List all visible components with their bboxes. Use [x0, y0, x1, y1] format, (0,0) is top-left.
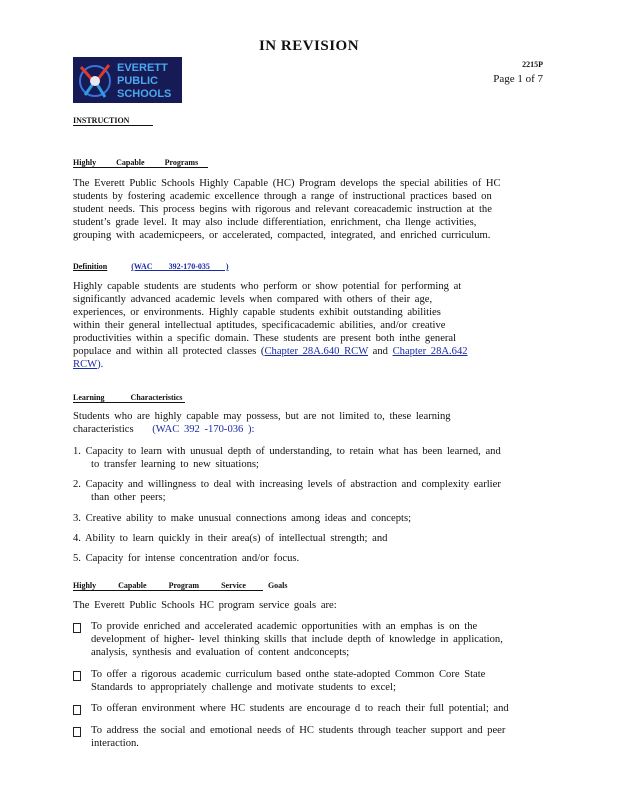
definition-heading: Definition: [73, 262, 108, 271]
district-logo: [73, 57, 182, 103]
text-line: [73, 423, 503, 436]
bullet-box-icon: [73, 727, 81, 737]
text-fragment: characteristics: [73, 424, 134, 435]
text-fragment: ).: [97, 359, 104, 370]
rcw-28a642-link[interactable]: Chapter 28A.642: [392, 346, 468, 357]
text-line: 5. Capacity for intense concentration and/or focus.: [73, 553, 300, 564]
text-line: grouping with academicpeers, or accelerated, compacted, integrated, and enriched curriculum.: [73, 230, 491, 241]
learning-item-4: [73, 532, 543, 545]
goal-item-2: [73, 668, 543, 694]
text-line: than other peers;: [91, 492, 166, 503]
page-number: Page 1 of 7: [493, 73, 543, 85]
learning-intro: [73, 410, 503, 436]
instruction-heading: INSTRUCTION: [73, 116, 153, 126]
learning-item-2: [73, 478, 543, 504]
text-fragment: populace and within all protected classes (: [73, 346, 265, 357]
goal-item-3: [73, 702, 543, 715]
definition-wac-link[interactable]: (WAC 392-170-035 ): [131, 262, 229, 271]
text-line: 1. Capacity to learn with unusual depth of understanding, to retain what has been learned, and: [73, 446, 501, 457]
learning-wac-link[interactable]: (WAC 392 -170-036 ):: [152, 424, 255, 435]
text-line: To address the social and emotional needs of HC students through teacher support and peer: [91, 725, 506, 736]
logo-graphic-icon: [73, 57, 182, 103]
text-line: analysis, synthesis and evaluation of content andconcepts;: [91, 647, 350, 658]
text-line: student needs. This process begins with rigorous and relevant coreacademic instruction at the: [73, 204, 492, 215]
rcw-28a640-link[interactable]: Chapter 28A.640 RCW: [264, 346, 369, 357]
hc-programs-paragraph: [73, 177, 533, 242]
goal-text: [89, 702, 509, 715]
learning-heading: Learning Characteristics: [73, 393, 185, 403]
text-line: The Everett Public Schools Highly Capable (HC) Program develops the special abilities of HC: [73, 178, 501, 189]
logo-text-line3: SCHOOLS: [117, 88, 172, 100]
text-line: 2. Capacity and willingness to deal with increasing levels of abstraction and complexity earlier: [73, 479, 501, 490]
goal-row: [73, 668, 543, 694]
hc-programs-heading: Highly Capable Programs: [73, 158, 208, 168]
logo-text-line1: EVERETT: [117, 62, 168, 74]
learning-item-1: [73, 445, 543, 471]
goal-row: [73, 724, 543, 750]
bullet-box-icon: [73, 623, 81, 633]
learning-item-3: [73, 512, 543, 525]
goal-row: [73, 702, 543, 715]
text-line: To offer a rigorous academic curriculum based onthe state-adopted Common Core State: [91, 669, 486, 680]
goals-intro: The Everett Public Schools HC program service goals are:: [73, 600, 337, 611]
goal-text: [89, 668, 485, 694]
text-line: Students who are highly capable may possess, but are not limited to, these learning: [73, 411, 451, 422]
goal-item-1: [73, 620, 543, 659]
goal-text: [89, 724, 505, 750]
text-line: 3. Creative ability to make unusual connections among ideas and concepts;: [73, 513, 412, 524]
bullet-box-icon: [73, 705, 81, 715]
goal-row: [73, 620, 543, 659]
bullet-box-icon: [73, 671, 81, 681]
definition-heading-row: [73, 262, 229, 271]
text-line: 4. Ability to learn quickly in their area(s) of intellectual strength; and: [73, 533, 388, 544]
text-fragment: and: [368, 346, 393, 357]
text-line: experiences, or environments. Highly capable students exhibit outstanding abilities: [73, 307, 441, 318]
text-line: To offeran environment where HC students are encourage d to reach their full potential; and: [91, 703, 509, 714]
text-line: Highly capable students are students who perform or show potential for performing at: [73, 281, 462, 292]
text-line: productivities within a specific domain. These students are present both inthe general: [73, 333, 457, 344]
text-line: within their general intellectual aptitudes, specificacademic abilities, and/or creative: [73, 320, 446, 331]
text-line: [73, 358, 503, 371]
learning-item-5: [73, 552, 543, 565]
text-line: Standards to appropriately challenge and motivate students to excel;: [91, 682, 396, 693]
text-line: development of higher- level thinking skills that include depth of knowledge in application,: [91, 634, 503, 645]
revision-title: IN REVISION: [258, 38, 360, 54]
text-line: student’s grade level. It may also include differentiation, enrichment, cha llenge activities,: [73, 217, 477, 228]
logo-text-line2: PUBLIC: [117, 75, 158, 87]
text-line: students by fostering academic excellence through a range of instructional practices based on: [73, 191, 492, 202]
text-line: [73, 345, 503, 358]
policy-code: 2215P: [522, 60, 543, 69]
text-line: significantly advanced academic levels when compared with others of their age,: [73, 294, 433, 305]
text-line: To provide enriched and accelerated academic opportunities with an emphas is on the: [91, 621, 478, 632]
text-line: interaction.: [91, 738, 139, 749]
goals-heading: Highly Capable Program Service Goals: [73, 581, 288, 590]
definition-paragraph: [73, 280, 503, 371]
goal-text: [89, 620, 503, 659]
rcw-28a642-link-cont[interactable]: RCW: [73, 359, 98, 370]
goal-item-4: [73, 724, 543, 750]
text-line: to transfer learning to new situations;: [91, 459, 259, 470]
